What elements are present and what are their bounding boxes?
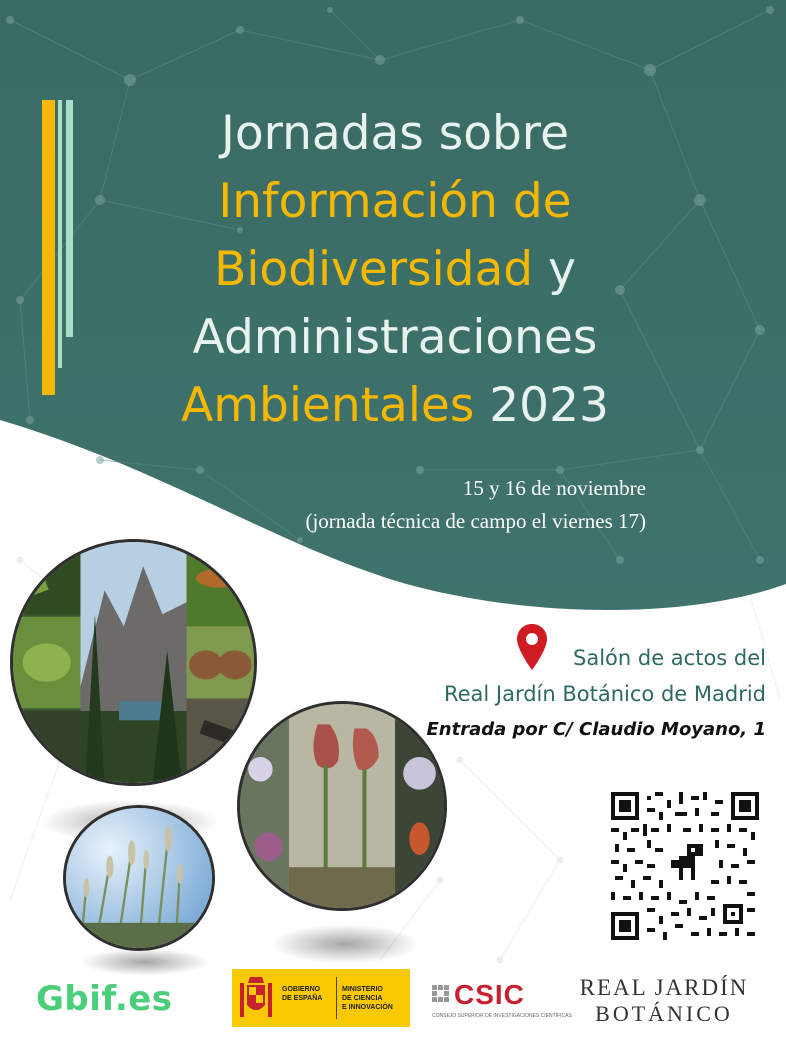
title-year: 2023 xyxy=(474,378,609,433)
sponsor-logos xyxy=(0,965,786,1035)
gov-label: GOBIERNO DE ESPAÑA xyxy=(282,986,323,1002)
ministry-label: MINISTERIO DE CIENCIA E INNOVACIÓN xyxy=(342,986,393,1011)
event-dates xyxy=(305,472,646,538)
title-line-3-highlight: Biodiversidad xyxy=(214,242,534,297)
title-line-3-rest: y xyxy=(533,242,576,297)
venue-place: Real Jardín Botánico de Madrid xyxy=(443,682,766,706)
nature-photo-collage-2 xyxy=(237,701,447,911)
dates-field-day: (jornada técnica de campo el viernes 17) xyxy=(305,509,646,533)
rjb-line-1: REAL JARDÍN xyxy=(579,975,749,1000)
title-line-3 xyxy=(95,236,695,304)
gov-divider xyxy=(336,977,337,1019)
qr-code-icon[interactable] xyxy=(611,792,759,940)
title-line-2: Información de xyxy=(218,174,572,229)
coat-of-arms-icon xyxy=(238,975,274,1021)
title-line-5 xyxy=(95,372,695,440)
nature-photo-grass-sky xyxy=(63,805,215,951)
accent-bar-yellow xyxy=(42,100,55,395)
csic-subtitle: CONSEJO SUPERIOR DE INVESTIGACIONES CIENTÍFICAS xyxy=(432,1013,572,1019)
real-jardin-botanico-logo[interactable] xyxy=(568,975,760,1027)
accent-bar-mint xyxy=(66,100,73,337)
photo-shadow xyxy=(270,924,420,964)
government-ministry-logo[interactable] xyxy=(232,969,410,1027)
title-line-5-highlight: Ambientales xyxy=(181,378,475,433)
accent-bar-mint-thin xyxy=(58,100,62,368)
venue-entrance: Entrada por C/ Claudio Moyano, 1 xyxy=(426,719,766,740)
title-line-1: Jornadas sobre xyxy=(220,106,570,161)
rjb-line-2: BOTÁNICO xyxy=(595,1001,733,1026)
dates-main: 15 y 16 de noviembre xyxy=(462,476,646,500)
nature-photo-collage-1 xyxy=(10,539,257,786)
venue-info xyxy=(427,640,766,748)
title-line-4: Administraciones xyxy=(192,310,598,365)
csic-emblem-icon xyxy=(432,985,450,1003)
gbif-logo[interactable]: Gbif.es xyxy=(36,979,173,1019)
csic-name: CSIC xyxy=(454,979,525,1010)
venue-room: Salón de actos del xyxy=(573,646,766,670)
csic-logo[interactable] xyxy=(432,979,572,1025)
event-title xyxy=(95,100,695,440)
